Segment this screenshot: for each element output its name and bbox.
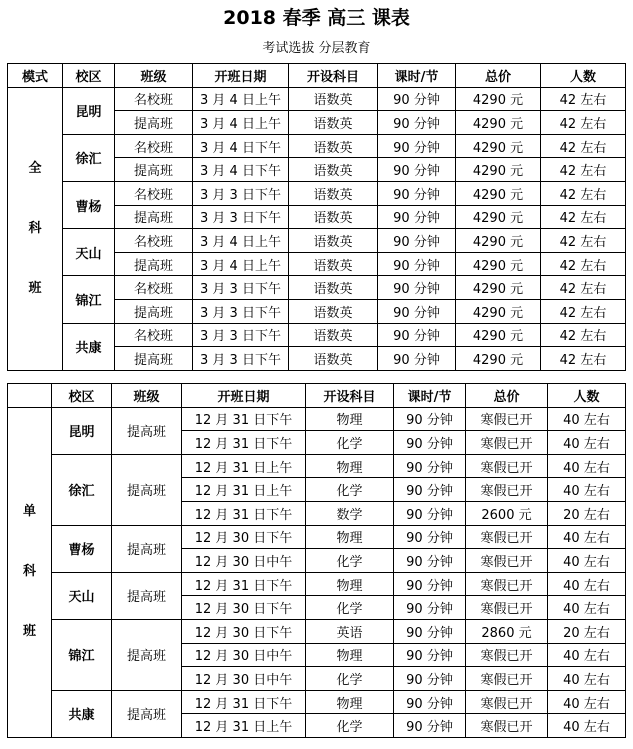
price-cell: 4290 元	[456, 347, 541, 371]
price-cell: 2600 元	[466, 501, 548, 525]
class-cell: 提高班	[112, 572, 182, 619]
hours-cell: 90 分钟	[394, 619, 466, 643]
campus-cell: 昆明	[63, 87, 115, 134]
class-cell: 提高班	[112, 454, 182, 525]
people-cell: 42 左右	[541, 299, 626, 323]
price-cell: 寒假已开	[466, 431, 548, 455]
subject-cell: 语数英	[289, 276, 378, 300]
date-cell: 3 月 3 日下午	[193, 347, 289, 371]
single-subject-schedule-table	[7, 383, 626, 738]
people-cell: 42 左右	[541, 87, 626, 111]
subject-cell: 物理	[306, 454, 394, 478]
mode-cell	[8, 407, 52, 737]
date-cell: 3 月 3 日下午	[193, 181, 289, 205]
hours-cell: 90 分钟	[378, 299, 456, 323]
subject-cell: 语数英	[289, 158, 378, 182]
column-header: 校区	[52, 384, 112, 408]
subject-cell: 数学	[306, 501, 394, 525]
date-cell: 3 月 4 日上午	[193, 252, 289, 276]
people-cell: 40 左右	[548, 667, 626, 691]
date-cell: 12 月 31 日上午	[182, 714, 306, 738]
class-cell: 提高班	[115, 158, 193, 182]
people-cell: 40 左右	[548, 690, 626, 714]
people-cell: 42 左右	[541, 276, 626, 300]
price-cell: 4290 元	[456, 299, 541, 323]
campus-cell: 共康	[52, 690, 112, 737]
campus-cell: 曹杨	[63, 181, 115, 228]
table-row	[8, 181, 626, 205]
hours-cell: 90 分钟	[378, 252, 456, 276]
column-header: 班级	[115, 64, 193, 88]
mode-char: 科	[28, 220, 42, 236]
hours-cell: 90 分钟	[378, 181, 456, 205]
price-cell: 寒假已开	[466, 478, 548, 502]
mode-char: 全	[28, 160, 42, 176]
campus-cell: 共康	[63, 323, 115, 370]
hours-cell: 90 分钟	[394, 714, 466, 738]
column-header: 班级	[112, 384, 182, 408]
subject-cell: 语数英	[289, 205, 378, 229]
class-cell: 名校班	[115, 323, 193, 347]
column-header: 课时/节	[394, 384, 466, 408]
date-cell: 12 月 31 日下午	[182, 431, 306, 455]
price-cell: 4290 元	[456, 323, 541, 347]
date-cell: 12 月 30 日下午	[182, 619, 306, 643]
price-cell: 4290 元	[456, 134, 541, 158]
date-cell: 12 月 30 日下午	[182, 525, 306, 549]
table-row	[8, 229, 626, 253]
hours-cell: 90 分钟	[394, 690, 466, 714]
date-cell: 12 月 31 日下午	[182, 501, 306, 525]
date-cell: 12 月 30 日中午	[182, 667, 306, 691]
column-header: 课时/节	[378, 64, 456, 88]
people-cell: 42 左右	[541, 181, 626, 205]
class-cell: 提高班	[115, 347, 193, 371]
hours-cell: 90 分钟	[394, 407, 466, 431]
subject-cell: 语数英	[289, 111, 378, 135]
subject-cell: 语数英	[289, 252, 378, 276]
column-header: 开设科目	[306, 384, 394, 408]
column-header: 总价	[466, 384, 548, 408]
price-cell: 4290 元	[456, 181, 541, 205]
price-cell: 4290 元	[456, 158, 541, 182]
people-cell: 40 左右	[548, 596, 626, 620]
column-header: 开班日期	[193, 64, 289, 88]
hours-cell: 90 分钟	[378, 347, 456, 371]
subject-cell: 语数英	[289, 347, 378, 371]
date-cell: 3 月 3 日下午	[193, 299, 289, 323]
people-cell: 42 左右	[541, 158, 626, 182]
people-cell: 40 左右	[548, 525, 626, 549]
subject-cell: 化学	[306, 596, 394, 620]
subject-cell: 化学	[306, 478, 394, 502]
date-cell: 3 月 4 日上午	[193, 111, 289, 135]
hours-cell: 90 分钟	[378, 111, 456, 135]
hours-cell: 90 分钟	[378, 323, 456, 347]
campus-cell: 昆明	[52, 407, 112, 454]
hours-cell: 90 分钟	[378, 158, 456, 182]
date-cell: 3 月 4 日下午	[193, 158, 289, 182]
class-cell: 提高班	[115, 252, 193, 276]
table-row	[8, 690, 626, 714]
price-cell: 4290 元	[456, 252, 541, 276]
date-cell: 12 月 31 日上午	[182, 478, 306, 502]
column-header	[8, 384, 52, 408]
full-subject-schedule-table	[7, 63, 626, 371]
people-cell: 42 左右	[541, 252, 626, 276]
class-cell: 提高班	[115, 299, 193, 323]
hours-cell: 90 分钟	[394, 501, 466, 525]
campus-cell: 曹杨	[52, 525, 112, 572]
table-row	[8, 134, 626, 158]
subject-cell: 物理	[306, 525, 394, 549]
table-row	[8, 87, 626, 111]
date-cell: 3 月 4 日上午	[193, 87, 289, 111]
subject-cell: 化学	[306, 714, 394, 738]
people-cell: 40 左右	[548, 431, 626, 455]
campus-cell: 天山	[52, 572, 112, 619]
campus-cell: 徐汇	[63, 134, 115, 181]
price-cell: 4290 元	[456, 111, 541, 135]
price-cell: 寒假已开	[466, 407, 548, 431]
people-cell: 42 左右	[541, 323, 626, 347]
hours-cell: 90 分钟	[378, 134, 456, 158]
subject-cell: 物理	[306, 407, 394, 431]
page-subtitle: 考试选拔 分层教育	[262, 41, 371, 56]
hours-cell: 90 分钟	[394, 643, 466, 667]
people-cell: 40 左右	[548, 478, 626, 502]
hours-cell: 90 分钟	[394, 667, 466, 691]
price-cell: 寒假已开	[466, 454, 548, 478]
hours-cell: 90 分钟	[394, 525, 466, 549]
date-cell: 3 月 4 日上午	[193, 229, 289, 253]
subject-cell: 化学	[306, 431, 394, 455]
subject-cell: 语数英	[289, 229, 378, 253]
column-header: 开设科目	[289, 64, 378, 88]
class-cell: 提高班	[112, 619, 182, 690]
table-row	[8, 407, 626, 431]
subject-cell: 物理	[306, 572, 394, 596]
date-cell: 3 月 4 日下午	[193, 134, 289, 158]
table-row	[8, 323, 626, 347]
mode-char: 班	[28, 280, 42, 296]
date-cell: 3 月 3 日下午	[193, 276, 289, 300]
date-cell: 12 月 31 日下午	[182, 690, 306, 714]
table-row	[8, 619, 626, 643]
price-cell: 4290 元	[456, 205, 541, 229]
people-cell: 40 左右	[548, 714, 626, 738]
price-cell: 寒假已开	[466, 690, 548, 714]
column-header: 总价	[456, 64, 541, 88]
date-cell: 3 月 3 日下午	[193, 323, 289, 347]
subject-cell: 英语	[306, 619, 394, 643]
date-cell: 3 月 3 日下午	[193, 205, 289, 229]
hours-cell: 90 分钟	[378, 205, 456, 229]
campus-cell: 锦江	[52, 619, 112, 690]
date-cell: 12 月 31 日下午	[182, 407, 306, 431]
date-cell: 12 月 31 日上午	[182, 454, 306, 478]
class-cell: 提高班	[115, 111, 193, 135]
hours-cell: 90 分钟	[394, 454, 466, 478]
subject-cell: 化学	[306, 667, 394, 691]
people-cell: 20 左右	[548, 501, 626, 525]
campus-cell: 徐汇	[52, 454, 112, 525]
subject-cell: 物理	[306, 643, 394, 667]
people-cell: 40 左右	[548, 549, 626, 573]
subject-cell: 语数英	[289, 299, 378, 323]
subject-cell: 语数英	[289, 87, 378, 111]
subject-cell: 语数英	[289, 181, 378, 205]
mode-char: 单	[22, 504, 36, 520]
column-header: 开班日期	[182, 384, 306, 408]
mode-cell	[8, 87, 63, 370]
date-cell: 12 月 30 日中午	[182, 643, 306, 667]
class-cell: 名校班	[115, 87, 193, 111]
date-cell: 12 月 30 日中午	[182, 549, 306, 573]
people-cell: 40 左右	[548, 643, 626, 667]
hours-cell: 90 分钟	[378, 229, 456, 253]
price-cell: 2860 元	[466, 619, 548, 643]
price-cell: 4290 元	[456, 87, 541, 111]
subject-cell: 物理	[306, 690, 394, 714]
subject-cell: 语数英	[289, 134, 378, 158]
subject-cell: 化学	[306, 549, 394, 573]
people-cell: 42 左右	[541, 111, 626, 135]
mode-char: 班	[22, 624, 36, 640]
class-cell: 名校班	[115, 276, 193, 300]
class-cell: 名校班	[115, 181, 193, 205]
column-header: 人数	[548, 384, 626, 408]
campus-cell: 锦江	[63, 276, 115, 323]
people-cell: 42 左右	[541, 205, 626, 229]
price-cell: 4290 元	[456, 276, 541, 300]
people-cell: 42 左右	[541, 347, 626, 371]
column-header: 模式	[8, 64, 63, 88]
table-header-row	[8, 64, 626, 88]
people-cell: 40 左右	[548, 572, 626, 596]
mode-char: 科	[22, 564, 36, 580]
column-header: 人数	[541, 64, 626, 88]
hours-cell: 90 分钟	[394, 549, 466, 573]
price-cell: 寒假已开	[466, 572, 548, 596]
table-row	[8, 454, 626, 478]
hours-cell: 90 分钟	[394, 572, 466, 596]
price-cell: 寒假已开	[466, 596, 548, 620]
class-cell: 提高班	[112, 690, 182, 737]
people-cell: 42 左右	[541, 229, 626, 253]
page-title: 2018 春季 高三 课表	[223, 7, 410, 29]
class-cell: 提高班	[112, 407, 182, 454]
people-cell: 42 左右	[541, 134, 626, 158]
price-cell: 寒假已开	[466, 667, 548, 691]
campus-cell: 天山	[63, 229, 115, 276]
column-header: 校区	[63, 64, 115, 88]
hours-cell: 90 分钟	[394, 596, 466, 620]
hours-cell: 90 分钟	[394, 431, 466, 455]
people-cell: 40 左右	[548, 454, 626, 478]
date-cell: 12 月 30 日下午	[182, 596, 306, 620]
table-header-row	[8, 384, 626, 408]
subject-cell: 语数英	[289, 323, 378, 347]
class-cell: 名校班	[115, 229, 193, 253]
people-cell: 40 左右	[548, 407, 626, 431]
table-row	[8, 572, 626, 596]
price-cell: 4290 元	[456, 229, 541, 253]
date-cell: 12 月 31 日下午	[182, 572, 306, 596]
table-row	[8, 525, 626, 549]
price-cell: 寒假已开	[466, 525, 548, 549]
hours-cell: 90 分钟	[394, 478, 466, 502]
price-cell: 寒假已开	[466, 714, 548, 738]
people-cell: 20 左右	[548, 619, 626, 643]
class-cell: 提高班	[115, 205, 193, 229]
hours-cell: 90 分钟	[378, 276, 456, 300]
price-cell: 寒假已开	[466, 643, 548, 667]
price-cell: 寒假已开	[466, 549, 548, 573]
hours-cell: 90 分钟	[378, 87, 456, 111]
class-cell: 名校班	[115, 134, 193, 158]
class-cell: 提高班	[112, 525, 182, 572]
table-row	[8, 276, 626, 300]
